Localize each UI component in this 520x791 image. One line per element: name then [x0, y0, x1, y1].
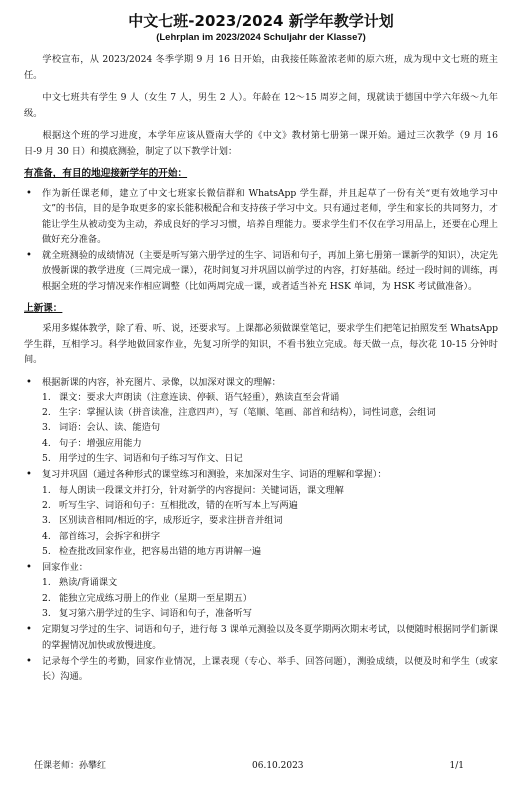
list-item-text: 根据新课的内容，补充图片、录像，以加深对课文的理解： — [42, 376, 281, 388]
list-item: • 作为新任课老师，建立了中文七班家长微信群和 WhatsApp 学生群，并且起草了一份有关“更有效地学习中文”的书信，目的是争取更多的家长能积极配合和支持孩子学习中文。只有通过老师，学生和家长的共同努力，才能让学生从被动变为主动，养成良好的学习习惯，培养自理能力。要求学生们不仅在学习用品上，还要在心理上做好充分准备。 — [24, 186, 498, 247]
sub-list-number: 2. — [42, 499, 51, 511]
sub-list-text: 句子：增强应用能力 — [59, 437, 142, 449]
sub-list-text: 复习第六册学过的生字、词语和句子，准备听写 — [59, 608, 252, 620]
sub-list-item — [42, 390, 498, 405]
section-heading-new-lessons: 上新课： — [24, 303, 63, 315]
sub-list — [42, 483, 498, 559]
page-subtitle: (Lehrplan im 2023/2024 Schuljahr der Klasse7) — [156, 32, 366, 43]
sub-list-number: 3. — [42, 422, 51, 434]
sub-list-text: 能独立完成练习册上的作业（星期一至星期五） — [59, 592, 252, 604]
footer-teacher: 任课老师：孙攀红 — [34, 761, 107, 771]
sub-list-text: 每人朗读一段课文并打分，针对新学的内容提问：关键词语，课文理解 — [59, 484, 344, 496]
sub-list-item — [42, 436, 498, 451]
sub-list-text: 词语：会认、读、能造句 — [59, 422, 161, 434]
sub-list-number: 4. — [42, 530, 51, 542]
list-item-text: 回家作业： — [42, 562, 88, 574]
sub-list-number: 1. — [42, 484, 51, 496]
sub-list-item — [42, 420, 498, 435]
sub-list-text: 生字：掌握认读（拼音读准，注意四声），写（笔顺、笔画、部首和结构），词性词意，会组词 — [59, 407, 436, 419]
intro-paragraph-2: 中文七班共有学生 9 人（女生 7 人，男生 2 人）。年龄在 12～15 周岁之间，现就读于德国中学六年级～九年级。 — [24, 92, 498, 119]
list-item-text: 记录每个学生的考勤，回家作业情况，上课表现（专心、举手、回答问题），测验成绩，以便及时和学生（或家长）沟通。 — [42, 655, 498, 683]
sub-list-text: 部首练习，会拆字和拼字 — [59, 530, 161, 542]
sub-list-number: 1. — [42, 577, 51, 589]
sub-list-number: 3. — [42, 608, 51, 620]
sub-list-item — [42, 405, 498, 420]
sub-list-item — [42, 451, 498, 466]
list-item: • 就全班测验的成绩情况（主要是听写第六册学过的生字、词语和句子，再加上第七册第一课新学的知识），决定先放慢新课的教学进度（三周完成一课），花时间复习并巩固以前学过的内容，打好基础。经过一段时间的训练，再根据全班的学习情况来作相应调整（比如两周完成一课，或者适当补充 HSK 单词，为 HSK 考试做准备）。 — [24, 248, 498, 294]
sub-list — [42, 575, 498, 621]
intro-paragraph-1: 学校宣布，从 2023/2024 冬季学期 9 月 16 日开始，由我接任陈盈浓老师的原六班，成为现中文七班的班主任。 — [24, 54, 498, 81]
list-item — [24, 467, 498, 559]
list-item-text: 定期复习学过的生字、词语和句子，进行每 3 课单元测验以及冬夏学期两次期末考试，以便随时根据同学们新课的掌握情况加快或放慢进度。 — [42, 624, 498, 651]
list-item — [24, 375, 498, 467]
preparation-list — [24, 186, 498, 294]
sub-list-number: 5. — [42, 453, 51, 465]
lesson-plan-list — [24, 375, 498, 685]
sub-list-item — [42, 606, 498, 621]
list-item-text: 复习并巩固（通过各种形式的课堂练习和测验，来加深对生字、词语的理解和掌握）： — [42, 469, 387, 481]
section-heading-preparation: 有准备，有目的地迎接新学年的开始： — [24, 168, 188, 179]
intro-paragraph-3: 根据这个班的学习进度，本学年应该从暨南大学的《中文》教材第七册第一课开始。通过三次教学（9 月 16 日-9 月 30 日）和摸底测验，制定了以下教学计划： — [24, 130, 498, 157]
sub-list-number: 5. — [42, 545, 51, 557]
page-footer — [34, 760, 464, 772]
sub-list-item — [42, 483, 498, 498]
new-lessons-paragraph: 采用多媒体教学，除了看、听、说，还要求写。上课都必须做课堂笔记，要求学生们把笔记拍照发至 WhatsApp 学生群，互相学习。科学地做回家作业，先复习所学的知识，不看书独立完成。每天做一点，每次花 10-15 分钟时间。 — [24, 323, 498, 366]
sub-list-number: 4. — [42, 437, 51, 449]
sub-list-text: 熟读/背诵课文 — [59, 577, 118, 589]
footer-date: 06.10.2023 — [252, 761, 304, 771]
sub-list-item — [42, 529, 498, 544]
sub-list-number: 2. — [42, 407, 51, 419]
sub-list-item — [42, 498, 498, 513]
sub-list-item — [42, 544, 498, 559]
list-item — [24, 622, 498, 653]
sub-list-number: 1. — [42, 391, 51, 403]
sub-list-item — [42, 591, 498, 606]
sub-list-text: 检查批改回家作业，把容易出错的地方再讲解一遍 — [59, 545, 262, 557]
sub-list-text: 区别读音相同/相近的字，成形近字，要求注拼音并组词 — [59, 515, 283, 527]
sub-list-text: 课文：要求大声朗读（注意连读、停顿、语气轻重），熟读直至会背诵 — [59, 391, 340, 403]
page-title: 中文七班-2023/2024 新学年教学计划 — [128, 12, 394, 30]
sub-list-number: 3. — [42, 515, 51, 527]
sub-list-number: 2. — [42, 592, 51, 604]
list-item — [24, 654, 498, 685]
list-item — [24, 560, 498, 621]
sub-list-item — [42, 513, 498, 528]
sub-list-text: 听写生字、词语和句子：互相批改，错的在听写本上写两遍 — [59, 499, 298, 511]
footer-page-number: 1/1 — [449, 761, 464, 771]
sub-list — [42, 390, 498, 466]
sub-list-item — [42, 575, 498, 590]
sub-list-text: 用学过的生字、词语和句子练习写作文、日记 — [59, 453, 243, 465]
